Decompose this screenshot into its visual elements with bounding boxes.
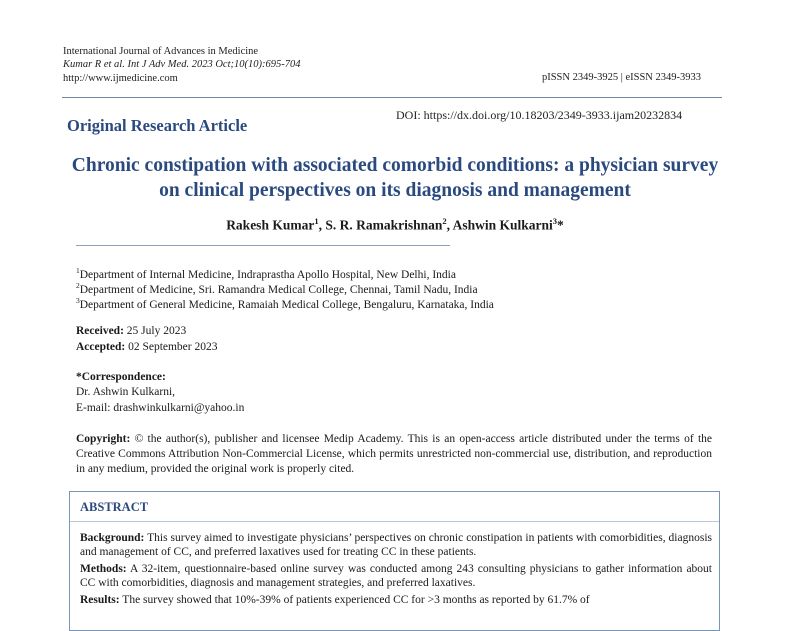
abstract-divider <box>70 521 719 522</box>
received-value: 25 July 2023 <box>123 325 187 337</box>
affiliation-mark: 1 <box>76 266 80 275</box>
abstract-results <box>80 593 712 607</box>
header-divider <box>62 97 722 98</box>
results-text: The survey showed that 10%-39% of patients experienced CC for >3 months as reported by 61.7% of <box>119 594 590 606</box>
copyright-label: Copyright: <box>76 433 131 445</box>
abstract-methods <box>80 562 712 590</box>
article-type: Original Research Article <box>67 116 248 135</box>
accepted-date <box>76 340 218 355</box>
doi-link[interactable]: DOI: https://dx.doi.org/10.18203/2349-3933.ijam20232834 <box>396 108 683 122</box>
accepted-value: 02 September 2023 <box>125 341 218 353</box>
article-title: Chronic constipation with associated comorbid conditions: a physician survey on clinical perspectives on its diagnosis and management <box>71 155 719 201</box>
methods-label: Methods: <box>80 563 127 575</box>
received-label: Received: <box>76 325 124 337</box>
corresponding-mark: * <box>557 217 564 233</box>
abstract-background <box>80 531 712 559</box>
author-name: Rakesh Kumar <box>226 217 315 233</box>
affiliation <box>76 293 494 313</box>
affiliation-text: Department of Medicine, Sri. Ramandra Medical College, Chennai, Tamil Nadu, India <box>79 283 478 296</box>
correspondence-heading: *Correspondence: <box>76 371 166 383</box>
affiliation-text: Department of General Medicine, Ramaiah Medical College, Bengaluru, Karnataka, India <box>79 298 494 311</box>
affiliation-mark: 3 <box>76 296 80 305</box>
affiliation-text: Department of Internal Medicine, Indraprastha Apollo Hospital, New Delhi, India <box>79 268 456 281</box>
affiliation-mark: 2 <box>76 281 80 290</box>
copyright-notice <box>76 432 712 477</box>
author-separator: , <box>446 217 453 233</box>
author-divider <box>76 245 450 246</box>
author-name: Ashwin Kulkarni <box>452 217 553 233</box>
results-label: Results: <box>80 594 120 606</box>
author-affiliation-mark: 3 <box>552 216 558 226</box>
methods-text: A 32-item, questionnaire-based online survey was conducted among 243 consulting physicians to gather information about CC with comorbidities, diagnosis and management strategies, and preferred laxatives. <box>80 563 712 589</box>
author-affiliation-mark: 2 <box>442 216 447 226</box>
author-separator: , <box>318 217 326 233</box>
copyright-text: © the author(s), publisher and licensee Medip Academy. This is an open-access article distributed under the terms of the Creative Commons Attribution Non-Commercial License, which permits unrestricted non-commercial use, distribution, and reproduction in any medium, provided the original work is properly cited. <box>76 433 712 475</box>
author-list <box>60 216 730 234</box>
journal-citation: Kumar R et al. Int J Adv Med. 2023 Oct;10(10):695-704 <box>63 59 301 70</box>
journal-issn: pISSN 2349-3925 | eISSN 2349-3933 <box>541 72 701 83</box>
correspondence-name: Dr. Ashwin Kulkarni, <box>76 386 176 398</box>
accepted-label: Accepted: <box>76 341 126 353</box>
received-date <box>76 324 186 339</box>
correspondence-email[interactable]: E-mail: drashwinkulkarni@yahoo.in <box>76 402 245 414</box>
background-text: This survey aimed to investigate physicians’ perspectives on chronic constipation in patients with comorbidities, diagnosis and management of CC, and preferred laxatives used for treating CC in these patients. <box>80 532 712 558</box>
abstract-box <box>69 491 720 631</box>
background-label: Background: <box>80 532 145 544</box>
author-affiliation-mark: 1 <box>314 216 319 226</box>
journal-title: International Journal of Advances in Medicine <box>63 46 259 57</box>
author-name: S. R. Ramakrishnan <box>325 217 443 233</box>
abstract-heading: ABSTRACT <box>80 500 149 514</box>
journal-url[interactable]: http://www.ijmedicine.com <box>63 73 178 84</box>
